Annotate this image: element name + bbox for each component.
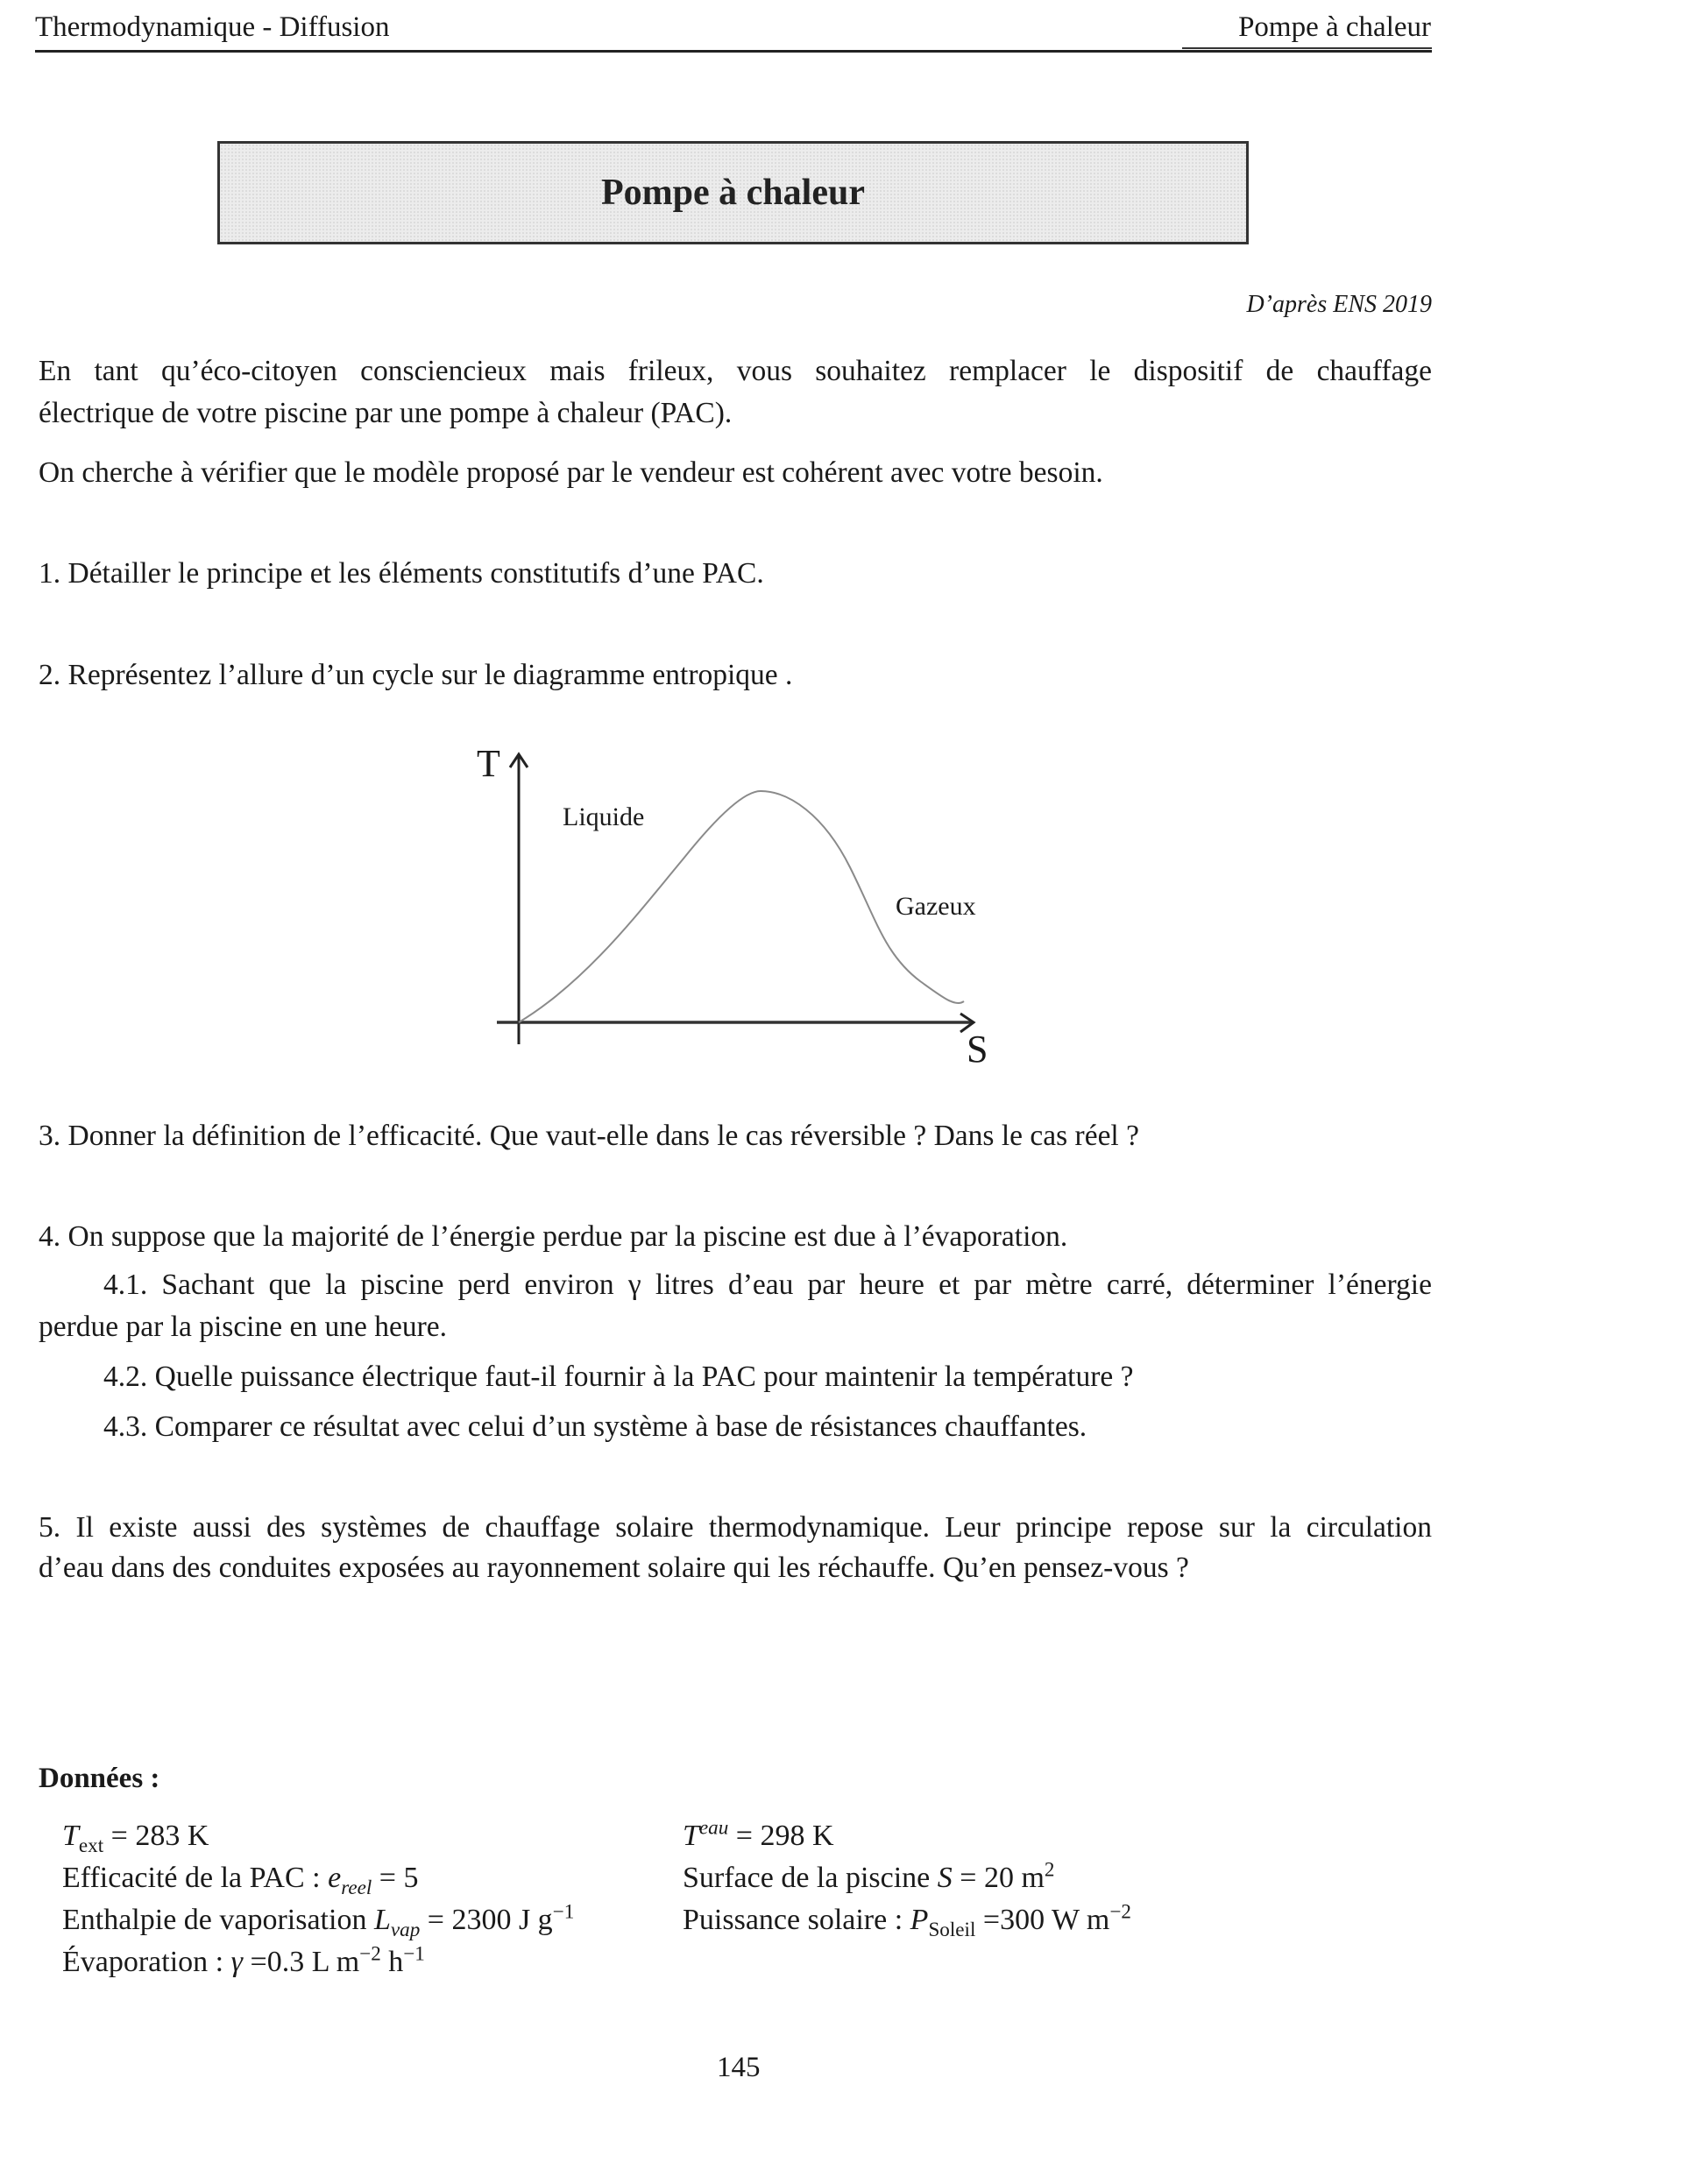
running-header-right: Pompe à chaleur xyxy=(1238,11,1431,43)
data-efficacite: Efficacité de la PAC : $e_{reel} = 5$ xyxy=(62,1862,419,1899)
t-axis-label: T xyxy=(477,742,500,785)
question-5-line-1: 5. Il existe aussi des systèmes de chauffage solaire thermodynamique. Leur principe repose sur la circulation xyxy=(39,1511,1432,1544)
liquid-region-label: Liquide xyxy=(563,802,645,831)
header-rule xyxy=(35,50,1432,53)
question-3: 3. Donner la définition de l’efficacité. Que vaut-elle dans le cas réversible ? Dans le cas réel ? xyxy=(39,1120,1139,1152)
intro-line-2: électrique de votre piscine par une pompe à chaleur (PAC). xyxy=(39,397,733,429)
s-axis-label: S xyxy=(967,1028,988,1071)
intro-line-1: En tant qu’éco-citoyen consciencieux mais frileux, vous souhaitez remplacer le dispositif de chauffage xyxy=(39,355,1432,387)
question-4: 4. On suppose que la majorité de l’énergie perdue par la piscine est due à l’évaporation. xyxy=(39,1220,1068,1253)
page-number: 145 xyxy=(717,2052,761,2083)
running-header-left: Thermodynamique - Diffusion xyxy=(35,11,390,43)
question-4-1-line-1: 4.1. Sachant que la piscine perd environ γ litres d’eau par heure et par mètre carré, déterminer l’énergie xyxy=(103,1269,1432,1301)
data-puissance-solaire: Puissance solaire : $P_{Soleil} =300$ W $m^{-2}$ xyxy=(683,1900,1131,1941)
data-enthalpie: Enthalpie de vaporisation $L_{vap} = 2300$ J $g^{-1}$ xyxy=(62,1900,575,1941)
intro-line-3: On cherche à vérifier que le modèle proposé par le vendeur est cohérent avec votre besoin. xyxy=(39,456,1103,489)
data-surface: Surface de la piscine S = 20 $m^2$ xyxy=(683,1858,1055,1894)
entropy-diagram xyxy=(464,736,1008,1078)
question-4-1-line-2: perdue par la piscine en une heure. xyxy=(39,1311,447,1343)
question-5-line-2: d’eau dans des conduites exposées au rayonnement solaire qui les réchauffe. Qu’en pensez-vous ? xyxy=(39,1551,1189,1584)
header-right-underline xyxy=(1182,47,1432,49)
data-evaporation: Évaporation : γ =0.3 L $m^{-2}$ $h^{-1}$ xyxy=(62,1942,425,1978)
data-t-eau: $T^{eau} = 298$ K xyxy=(683,1816,834,1852)
data-t-ext: $T_{ext} = 283$ K xyxy=(62,1820,209,1857)
gas-region-label: Gazeux xyxy=(896,892,976,921)
question-4-2: 4.2. Quelle puissance électrique faut-il fournir à la PAC pour maintenir la température ? xyxy=(103,1361,1134,1393)
title-box xyxy=(217,141,1249,244)
question-4-3: 4.3. Comparer ce résultat avec celui d’un système à base de résistances chauffantes. xyxy=(103,1410,1087,1443)
question-2: 2. Représentez l’allure d’un cycle sur le diagramme entropique . xyxy=(39,659,793,691)
data-heading: Données : xyxy=(39,1763,160,1794)
question-1: 1. Détailler le principe et les éléments constitutifs d’une PAC. xyxy=(39,557,764,590)
source-attribution: D’après ENS 2019 xyxy=(1246,291,1432,318)
page-title: Pompe à chaleur xyxy=(601,173,865,213)
